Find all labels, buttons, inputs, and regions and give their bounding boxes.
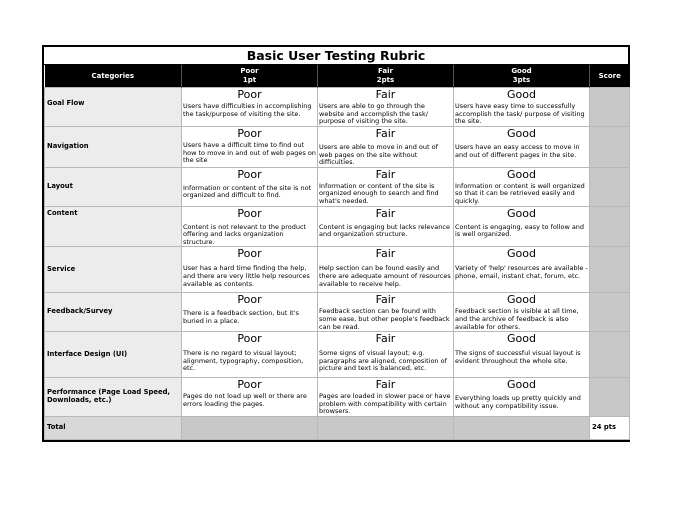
total-empty-cell — [454, 416, 590, 439]
rubric-row-goal-flow — [45, 88, 630, 127]
good-cell — [454, 332, 590, 378]
rubric-table — [44, 65, 630, 440]
level-label-good: Good — [507, 88, 536, 101]
fair-cell — [318, 206, 454, 247]
good-cell — [454, 127, 590, 168]
rubric-row-service — [45, 247, 630, 293]
fair-cell — [318, 247, 454, 293]
score-cell — [590, 247, 630, 293]
rubric-row-layout — [45, 167, 630, 206]
header-fair-points: 2pts — [376, 76, 395, 84]
poor-description: User has a hard time finding the help, and there are very little help resources available as contents. — [183, 264, 310, 288]
level-label-fair: Fair — [375, 88, 396, 101]
rubric-row-content — [45, 206, 630, 247]
category-label: Feedback/Survey — [45, 293, 182, 332]
fair-cell — [318, 293, 454, 332]
level-label-fair: Fair — [375, 332, 396, 346]
category-label: Performance (Page Load Speed, Downloads, etc.) — [45, 378, 182, 417]
poor-cell — [182, 127, 318, 168]
total-empty-cell — [182, 416, 318, 439]
header-score: Score — [590, 65, 630, 88]
level-label-poor: Poor — [237, 167, 262, 181]
header-fair — [318, 65, 454, 88]
poor-cell — [182, 378, 318, 417]
header-fair-name: Fair — [378, 67, 393, 75]
level-label-fair: Fair — [375, 247, 396, 261]
good-cell — [454, 206, 590, 247]
header-categories: Categories — [45, 65, 182, 88]
good-cell — [454, 247, 590, 293]
good-description: Users have an easy access to move in and out of different pages in the site. — [455, 143, 580, 159]
good-description: Feedback section is visible at all time, and the archive of feedback is also available for others. — [455, 307, 579, 331]
rubric-row-interface-design — [45, 332, 630, 378]
poor-description: Users have a difficult time to find out how to move in and out of web pages on the site — [183, 141, 316, 165]
poor-cell — [182, 293, 318, 332]
good-cell — [454, 293, 590, 332]
fair-cell — [318, 332, 454, 378]
fair-description: Some signs of visual layout; e.g. paragraphs are aligned, composition of picture and text is balanced, etc. — [319, 349, 447, 373]
score-cell — [590, 206, 630, 247]
poor-description: Information or content of the site is not organized and difficult to find. — [183, 183, 312, 200]
total-row — [45, 416, 630, 439]
fair-description: Pages are loaded in slower pace or have problem with compatibility with certain browsers. — [319, 392, 451, 416]
header-good — [454, 65, 590, 88]
level-label-fair: Fair — [375, 206, 396, 220]
level-label-fair: Fair — [375, 293, 396, 307]
good-description: Information or content is well organized so that it can be retrieved easily and quickly. — [455, 181, 585, 205]
category-label: Content — [45, 206, 182, 247]
level-label-fair: Fair — [375, 127, 396, 140]
total-empty-cell — [318, 416, 454, 439]
category-label: Interface Design (UI) — [45, 332, 182, 378]
poor-cell — [182, 206, 318, 247]
level-label-fair: Fair — [375, 167, 396, 181]
fair-description: Feedback section can be found with some ease, but other people's feedback can be read. — [319, 307, 450, 331]
level-label-poor: Poor — [237, 127, 262, 140]
poor-description: There is no regard to visual layout; alignment, typography, composition, etc. — [183, 349, 304, 373]
category-label: Goal Flow — [45, 88, 182, 127]
good-description: Everything loads up pretty quickly and without any compatibility issue. — [455, 394, 581, 410]
poor-description: There is a feedback section, but it's buried in a place. — [183, 309, 299, 325]
good-description: Variety of 'help' resources are available - phone, email, instant chat, forum, etc. — [455, 264, 588, 280]
level-label-poor: Poor — [237, 378, 262, 392]
good-cell — [454, 167, 590, 206]
header-poor-name: Poor — [240, 67, 259, 75]
category-label: Service — [45, 247, 182, 293]
score-cell — [590, 127, 630, 168]
category-label: Layout — [45, 167, 182, 206]
fair-description: Users are able to go through the website and accomplish the task/ purpose of visiting the site. — [319, 102, 428, 126]
total-label: Total — [45, 416, 182, 439]
rubric-title: Basic User Testing Rubric — [44, 47, 628, 65]
level-label-poor: Poor — [237, 247, 262, 261]
score-cell — [590, 378, 630, 417]
level-label-good: Good — [507, 167, 536, 181]
rubric-sheet — [42, 45, 630, 442]
good-cell — [454, 378, 590, 417]
header-poor-points: 1pt — [242, 76, 257, 84]
good-cell — [454, 88, 590, 127]
rubric-row-performance — [45, 378, 630, 417]
header-good-points: 3pts — [512, 76, 531, 84]
level-label-good: Good — [507, 206, 536, 220]
level-label-good: Good — [507, 247, 536, 261]
poor-cell — [182, 332, 318, 378]
poor-cell — [182, 247, 318, 293]
good-description: Content is engaging, easy to follow and is well organized. — [455, 222, 585, 239]
level-label-poor: Poor — [237, 206, 262, 220]
fair-description: Information or content of the site is organized enough to search and find what's needed. — [319, 181, 439, 205]
good-description: Users have easy time to successfully accomplish the task/ purpose of visiting the site. — [455, 102, 585, 126]
fair-description: Content is engaging but lacks relevance and organization structure. — [319, 222, 450, 239]
level-label-good: Good — [507, 332, 536, 346]
fair-cell — [318, 127, 454, 168]
good-description: The signs of successful visual layout is evident throughout the whole site. — [455, 349, 581, 365]
category-label: Navigation — [45, 127, 182, 168]
poor-cell — [182, 167, 318, 206]
rubric-row-feedback-survey — [45, 293, 630, 332]
level-label-good: Good — [507, 127, 536, 140]
fair-cell — [318, 378, 454, 417]
fair-description: Users are able to move in and out of web pages on the site without difficulties. — [319, 143, 438, 167]
score-cell — [590, 88, 630, 127]
score-cell — [590, 332, 630, 378]
rubric-row-navigation — [45, 127, 630, 168]
poor-description: Users have difficulties in accomplishing the task/purpose of visiting the site. — [183, 102, 312, 118]
header-row — [45, 65, 630, 88]
score-cell — [590, 293, 630, 332]
level-label-good: Good — [507, 293, 536, 307]
level-label-poor: Poor — [237, 88, 262, 101]
level-label-poor: Poor — [237, 293, 262, 307]
header-good-name: Good — [511, 67, 532, 75]
poor-description: Pages do not load up well or there are errors loading the pages. — [183, 392, 307, 408]
fair-cell — [318, 88, 454, 127]
fair-description: Help section can be found easily and there are adequate amount of resources available to receive help. — [319, 264, 451, 288]
level-label-fair: Fair — [375, 378, 396, 392]
fair-cell — [318, 167, 454, 206]
header-poor — [182, 65, 318, 88]
poor-cell — [182, 88, 318, 127]
poor-description: Content is not relevant to the product offering and lacks organization structure. — [183, 222, 307, 246]
level-label-poor: Poor — [237, 332, 262, 346]
total-score: 24 pts — [590, 416, 630, 439]
score-cell — [590, 167, 630, 206]
level-label-good: Good — [507, 378, 536, 392]
